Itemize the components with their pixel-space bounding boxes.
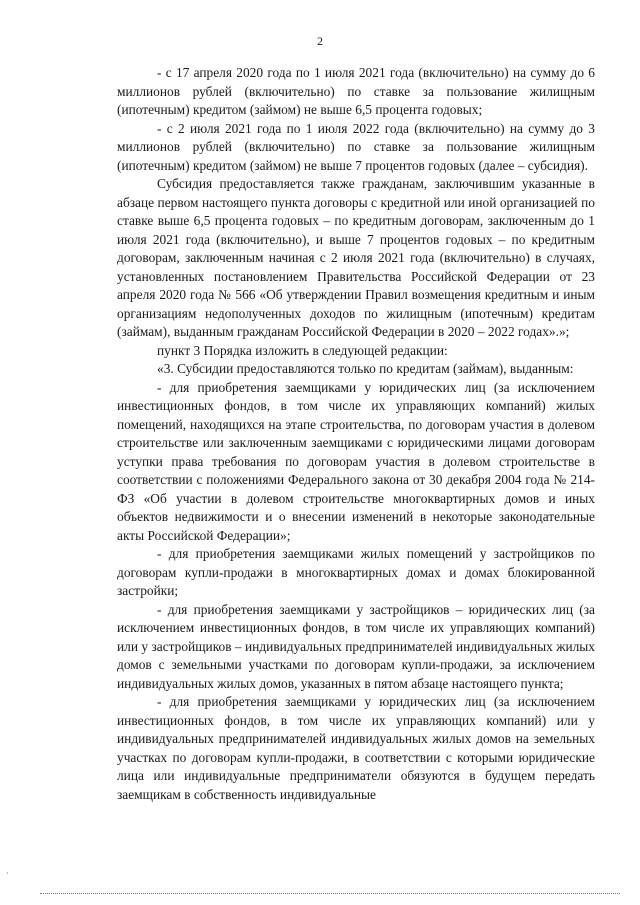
- scan-speck: ·: [6, 869, 9, 878]
- paragraph-3: Субсидия предоставляется также гражданам, заключившим указанные в абзаце первом настоящего пункта договоры с кредитной или иной организацией по ставке выше 6,5 процента годовых – по кредитным договорам, заключенным до 1 июля 2021 года (включительно), и выше 7 процентов годовых – по кредитным договорам, заключенным начиная с 2 июля 2021 года (включительно) в случаях, установленных постановлением Правительства Российской Федерации от 23 апреля 2020 года № 566 «Об утверждении Правил возмещения кредитным и иным организациям недополученных доходов по жилищным (ипотечным) кредитам (займам), выданным гражданам Российской Федерации в 2020 – 2022 годах».»;: [117, 176, 595, 339]
- paragraph-4: пункт 3 Порядка изложить в следующей редакции:: [157, 342, 448, 358]
- page-number: 2: [317, 34, 323, 48]
- paragraph-8: - для приобретения заемщиками у застройщиков – юридических лиц (за исключением инвестиционных фондов, в том числе их управляющих компаний) или у застройщиков – индивидуальных предпринимателей индивидуальных жилых домов с земельными участками по договорам купли-продажи, за исключением индивидуальных жилых домов, указанных в пятом абзаце настоящего пункта;: [117, 601, 595, 691]
- paragraph-1: - с 17 апреля 2020 года по 1 июля 2021 года (включительно) на сумму до 6 миллионов рублей (включительно) по ставке за пользование жилищным (ипотечным) кредитом (займом) не выше 6,5 процента годовых;: [117, 65, 595, 117]
- paragraph-9: - для приобретения заемщиками у юридических лиц (за исключением инвестиционных фондов, в том числе их управляющих компаний) или у индивидуальных предпринимателей индивидуальных жилых домов на земельных участках по договорам купли-продажи, в соответствии с которыми юридические лица или индивидуальные предприниматели обязуются в будущем передать заемщикам в собственность индивидуальные: [117, 694, 595, 802]
- paragraph-7: - для приобретения заемщиками жилых помещений у застройщиков по договорам купли-продажи в многоквартирных домах и домах блокированной застройки;: [117, 546, 595, 598]
- paragraph-6: - для приобретения заемщиками у юридических лиц (за исключением инвестиционных фондов, в том числе их управляющих компаний) жилых помещений, находящихся на этапе строительства, по договорам участия в долевом строительстве или заключенным заемщиками с юридическими лицами договорам уступки права требования по договорам участия в долевом строительстве в соответствии с положениями Федерального закона от 30 декабря 2004 года № 214-ФЗ «Об участии в долевом строительстве многоквартирных домов и иных объектов недвижимости и о внесении изменений в некоторые законодательные акты Российской Федерации»;: [117, 379, 595, 543]
- document-body: [117, 64, 595, 804]
- scan-edge-line: [40, 893, 620, 894]
- paragraph-5: «3. Субсидии предоставляются только по кредитам (займам), выданным:: [157, 361, 574, 376]
- paragraph-2: - с 2 июля 2021 года по 1 июля 2022 года (включительно) на сумму до 3 миллионов рублей (включительно) по ставке за пользование жилищным (ипотечным) кредитом (займом) не выше 7 процентов годовых (далее – субсидия).: [117, 120, 595, 173]
